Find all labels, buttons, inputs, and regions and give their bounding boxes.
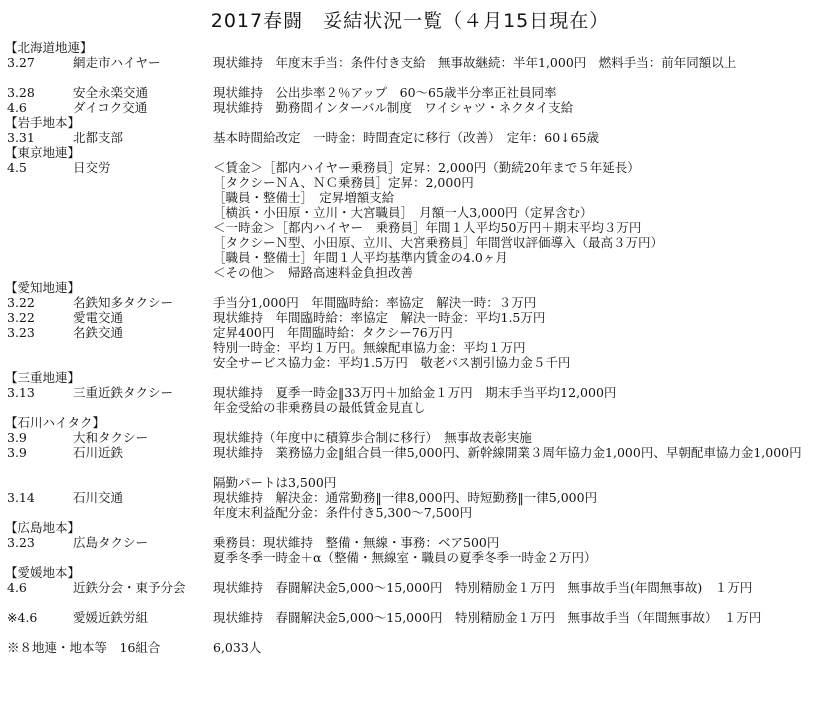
settlement-details: 定昇400円 年間臨時給：タクシー76万円 xyxy=(213,325,453,340)
company-name: 日交労 xyxy=(73,160,111,175)
settlement-details: ［職員・整備士］年間１人平均基準内賃金の4.0ヶ月 xyxy=(213,250,508,265)
list-item xyxy=(5,610,817,640)
list-item xyxy=(5,430,817,445)
list-item xyxy=(5,325,817,340)
settlement-details: 現状維持 勤務間インターバル制度 ワイシャツ・ネクタイ支給 xyxy=(213,100,574,115)
settlement-details: 現状維持 年間臨時給：率協定 解決一時金：平均1.5万円 xyxy=(213,310,546,325)
list-item xyxy=(5,490,817,505)
list-item-continuation xyxy=(5,505,817,520)
settlement-date: 3.9 xyxy=(7,445,27,460)
list-item-continuation xyxy=(5,175,817,190)
settlement-details: 年度末利益配分金：条件付き5,300～7,500円 xyxy=(213,505,473,520)
list-item xyxy=(5,85,817,100)
settlement-date: ※4.6 xyxy=(7,610,38,625)
summary-footer xyxy=(5,640,817,655)
list-item xyxy=(5,385,817,400)
settlement-details: 現状維持 解決金：通常勤務‖一律8,000円、時短勤務‖一律5,000円 xyxy=(213,490,598,505)
company-name: 愛電交通 xyxy=(73,310,124,325)
settlement-date: 3.13 xyxy=(7,385,35,400)
settlement-date: 3.22 xyxy=(7,310,35,325)
section-header-iwate: 【岩手地本】 xyxy=(5,115,81,130)
section-header-hiroshima: 【広島地本】 xyxy=(5,520,81,535)
settlement-details: 現状維持 年度末手当：条件付き支給 無事故継続：半年1,000円 燃料手当：前年同額以上 xyxy=(213,55,737,70)
settlement-date: 4.5 xyxy=(7,160,27,175)
company-name: ダイコク交通 xyxy=(73,100,148,115)
settlement-details: ＜一時金＞［都内ハイヤー 乗務員］年間１人平均50万円＋期末平均３万円 xyxy=(213,220,642,235)
list-item xyxy=(5,130,817,145)
settlement-details: ［横浜・小田原・立川・大宮職員］ 月額一人3,000円（定昇含む） xyxy=(213,205,593,220)
settlement-date: 3.9 xyxy=(7,430,27,445)
settlement-details: ［職員・整備士］ 定昇増額支給 xyxy=(213,190,395,205)
settlement-details: 隔勤パートは3,500円 xyxy=(213,475,337,490)
list-item-continuation xyxy=(5,190,817,205)
list-item-continuation xyxy=(5,355,817,370)
list-item-continuation xyxy=(5,220,817,235)
list-item xyxy=(5,55,817,85)
list-item xyxy=(5,445,817,475)
company-name: 安全永楽交通 xyxy=(73,85,149,100)
list-item-continuation xyxy=(5,340,817,355)
list-item-continuation xyxy=(5,400,817,415)
list-item xyxy=(5,580,817,610)
section-header-ehime: 【愛媛地本】 xyxy=(5,565,81,580)
list-item-continuation xyxy=(5,265,817,280)
page-title: 2017春闘 妥結状況一覧（４月15日現在） xyxy=(210,10,610,32)
section-header-mie: 【三重地連】 xyxy=(5,370,81,385)
list-item xyxy=(5,295,817,310)
list-item xyxy=(5,160,817,175)
settlement-date: 3.14 xyxy=(7,490,35,505)
list-item-continuation xyxy=(5,550,817,565)
settlement-details: 現状維持 夏季一時金‖33万円＋加給金１万円 期末手当平均12,000円 xyxy=(213,385,617,400)
settlement-details: 基本時間給改定 一時金：時間査定に移行（改善） 定年：60↓65歳 xyxy=(213,130,600,145)
company-name: 広島タクシー xyxy=(73,535,149,550)
list-item-continuation xyxy=(5,205,817,220)
settlement-details: 特別一時金：平均１万円。無線配車協力金：平均１万円 xyxy=(213,340,526,355)
settlement-details: 年金受給の非乗務員の最低賃金見直し xyxy=(213,400,426,415)
company-name: 名鉄知多タクシー xyxy=(73,295,174,310)
section-header-aichi: 【愛知地連】 xyxy=(5,280,81,295)
summary-label: ※８地連・地本等 16組合 xyxy=(7,640,161,655)
settlement-details: 現状維持 春闘解決金5,000～15,000円 特別精励金１万円 無事故手当(年間無事故) １万円 xyxy=(213,580,753,595)
section-header-hokkaido: 【北海道地連】 xyxy=(5,40,93,55)
settlement-details: 安全サービス協力金：平均1.5万円 敬老パス割引協力金５千円 xyxy=(213,355,571,370)
company-name: 石川交通 xyxy=(73,490,124,505)
settlement-date: 4.6 xyxy=(7,100,27,115)
settlement-details: 手当分1,000円 年間臨時給：率協定 解決一時：３万円 xyxy=(213,295,537,310)
list-item-continuation xyxy=(5,250,817,265)
list-item xyxy=(5,310,817,325)
company-name: 北都支部 xyxy=(73,130,124,145)
company-name: 大和タクシー xyxy=(73,430,149,445)
settlement-details: ［タクシーＮＡ、ＮＣ乗務員］定昇：2,000円 xyxy=(213,175,474,190)
settlement-details: ［タクシーＮ型、小田原、立川、大宮乗務員］年間営収評価導入（最高３万円） xyxy=(213,235,664,250)
section-header-tokyo: 【東京地連】 xyxy=(5,145,81,160)
list-item-continuation xyxy=(5,475,817,490)
settlement-details: 現状維持（年度中に積算歩合制に移行） 無事故表彰実施 xyxy=(213,430,532,445)
settlement-date: 3.27 xyxy=(7,55,35,70)
settlement-details: 現状維持 春闘解決金5,000～15,000円 特別精励金１万円 無事故手当（年間無事故） １万円 xyxy=(213,610,762,625)
settlement-date: 3.23 xyxy=(7,535,35,550)
company-name: 近鉄分会・東予分会 xyxy=(73,580,186,595)
section-header-ishikawa: 【石川ハイタク】 xyxy=(5,415,106,430)
summary-count: 6,033人 xyxy=(213,640,262,655)
settlement-details: 現状維持 公出歩率２％アップ 60～65歳半分率正社員同率 xyxy=(213,85,557,100)
company-name: 愛媛近鉄労組 xyxy=(73,610,149,625)
list-item xyxy=(5,535,817,550)
settlement-details: ＜その他＞ 帰路高速料金負担改善 xyxy=(213,265,414,280)
settlement-date: 3.23 xyxy=(7,325,35,340)
settlement-date: 3.28 xyxy=(7,85,35,100)
settlement-date: 4.6 xyxy=(7,580,27,595)
settlement-details: 乗務員：現状維持 整備・無線・事務：ベア500円 xyxy=(213,535,500,550)
list-item-continuation xyxy=(5,235,817,250)
settlement-details: 夏季冬季一時金＋α（整備・無線室・職員の夏季冬季一時金２万円） xyxy=(213,550,597,565)
settlement-details: ＜賃金＞［都内ハイヤー乗務員］定昇：2,000円（勤続20年まで５年延長） xyxy=(213,160,640,175)
settlement-list xyxy=(5,40,817,655)
settlement-date: 3.22 xyxy=(7,295,35,310)
company-name: 石川近鉄 xyxy=(73,445,124,460)
company-name: 三重近鉄タクシー xyxy=(73,385,174,400)
company-name: 網走市ハイヤー xyxy=(73,55,161,70)
list-item xyxy=(5,100,817,115)
settlement-details: 現状維持 業務協力金‖組合員一律5,000円、新幹線開業３周年協力金1,000円、早朝配車協力金1,000円 xyxy=(213,445,802,460)
settlement-date: 3.31 xyxy=(7,130,35,145)
company-name: 名鉄交通 xyxy=(73,325,124,340)
